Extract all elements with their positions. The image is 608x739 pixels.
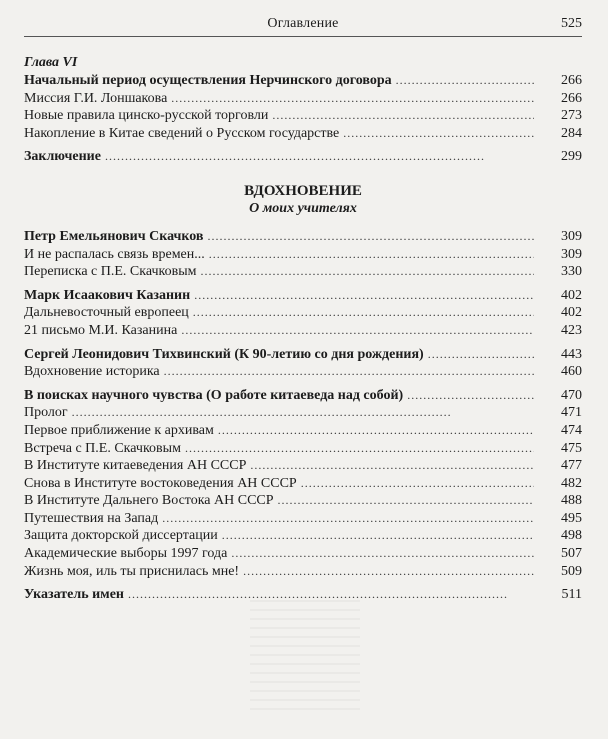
toc-leader-dots: [407, 387, 534, 405]
toc-entry-page: 309: [561, 246, 582, 262]
toc-leader-dots: [218, 422, 534, 440]
toc-entry[interactable]: [24, 545, 582, 563]
toc-leader-dots: [193, 304, 534, 322]
toc-entry[interactable]: [24, 404, 582, 422]
toc-entry[interactable]: [24, 322, 582, 340]
page-number: 525: [561, 16, 582, 31]
toc-entry-title: Накопление в Китае сведений о Русском государстве: [24, 125, 340, 141]
toc-entry[interactable]: [24, 475, 582, 493]
toc-entry-title: В Институте Дальнего Востока АН СССР: [24, 493, 274, 509]
toc-entry-title: Марк Исаакович Казанин: [24, 287, 191, 303]
toc-entry[interactable]: [24, 107, 582, 125]
toc-entry-page: 474: [561, 422, 582, 438]
toc-entry-chapter[interactable]: [24, 72, 582, 90]
toc-leader-dots: [272, 107, 534, 125]
toc-entry[interactable]: [24, 510, 582, 528]
toc-entry[interactable]: [24, 263, 582, 281]
toc-entry-page: 309: [561, 228, 582, 244]
toc-leader-dots: [201, 263, 534, 281]
toc-entry-title: В Институте китаеведения АН СССР: [24, 458, 247, 474]
toc-entry-page: 460: [561, 364, 582, 380]
toc-leader-dots: [231, 545, 534, 563]
toc-entry[interactable]: [24, 492, 582, 510]
toc-leader-dots: [343, 125, 534, 143]
running-header: [24, 14, 582, 37]
toc-entry-page: 266: [561, 73, 582, 88]
section-subheading: О моих учителях: [249, 200, 357, 216]
toc-entry-page: 475: [561, 440, 582, 456]
toc-entry-title: Новые правила цинско-русской торговли: [24, 108, 269, 124]
toc-entry-group[interactable]: [24, 287, 582, 305]
toc-leader-dots: [301, 475, 534, 493]
toc-entry[interactable]: [24, 125, 582, 143]
toc-entry-page: 511: [561, 587, 582, 603]
toc-entry-title: Дальневосточный европеец: [24, 305, 189, 321]
toc-entry-title: Петр Емельянович Скачков: [24, 228, 204, 244]
toc-leader-dots: [243, 563, 534, 581]
toc-entry-title: Встреча с П.Е. Скачковым: [24, 440, 181, 456]
toc-entry-title: Путешествия на Запад: [24, 510, 159, 526]
toc-entry[interactable]: [24, 422, 582, 440]
toc-entry[interactable]: [24, 363, 582, 381]
toc-entry-title: Миссия Г.И. Лоншакова: [24, 90, 168, 106]
toc-entry-group[interactable]: [24, 387, 582, 405]
toc-entry-page: 470: [561, 387, 582, 403]
toc-entry-page: 273: [561, 108, 582, 124]
toc-entry-title: И не распалась связь времен...: [24, 246, 205, 262]
toc-entry-page: 498: [561, 528, 582, 544]
toc-leader-dots: [185, 440, 534, 458]
toc-entry-title: Переписка с П.Е. Скачковым: [24, 264, 197, 280]
toc-leader-dots: [162, 510, 534, 528]
toc-entry-title: Первое приближение к архивам: [24, 422, 214, 438]
toc-entry-page: 299: [561, 149, 582, 165]
toc-leader-dots: [105, 148, 534, 166]
toc-entry-page: 507: [561, 546, 582, 562]
toc-entry-title: Вдохновение историка: [24, 364, 160, 380]
toc-entry-title: Снова в Институте востоковедения АН СССР: [24, 475, 297, 491]
toc-entry-page: 330: [561, 264, 582, 280]
toc-entry-title: Академические выборы 1997 года: [24, 546, 228, 562]
toc-entry[interactable]: [24, 246, 582, 264]
toc-entry-page: 402: [561, 305, 582, 321]
toc-leader-dots: [396, 72, 534, 90]
toc-entry-page: 471: [561, 405, 582, 421]
toc-entry-title: Начальный период осуществления Нерчинского договора: [24, 73, 392, 88]
toc-entry-title: Указатель имен: [24, 587, 124, 603]
toc-entry-title: Защита докторской диссертации: [24, 528, 218, 544]
toc-entry-page: 423: [561, 322, 582, 338]
toc-entry-page: 482: [561, 475, 582, 491]
table-of-contents: [24, 54, 582, 604]
chapter-label: Глава VI: [24, 55, 78, 70]
toc-entry[interactable]: [24, 457, 582, 475]
toc-entry-page: 495: [561, 510, 582, 526]
toc-leader-dots: [72, 404, 534, 422]
toc-entry-title: 21 письмо М.И. Казанина: [24, 322, 178, 338]
toc-leader-dots: [428, 346, 534, 364]
show-through-texture: [250, 600, 360, 710]
toc-entry[interactable]: [24, 304, 582, 322]
toc-entry[interactable]: [24, 527, 582, 545]
toc-entry-group[interactable]: [24, 346, 582, 364]
toc-entry-conclusion[interactable]: [24, 148, 582, 166]
toc-entry-page: 488: [561, 493, 582, 509]
toc-entry-page: 402: [561, 287, 582, 303]
toc-entry[interactable]: [24, 90, 582, 108]
toc-leader-dots: [208, 228, 535, 246]
toc-leader-dots: [209, 246, 534, 264]
toc-entry-page: 477: [561, 458, 582, 474]
toc-entry-page: 284: [561, 125, 582, 141]
toc-leader-dots: [250, 457, 534, 475]
toc-leader-dots: [222, 527, 534, 545]
toc-entry[interactable]: [24, 440, 582, 458]
toc-leader-dots: [164, 363, 534, 381]
toc-entry-page: 266: [561, 90, 582, 106]
toc-entry[interactable]: [24, 563, 582, 581]
toc-entry-page: 509: [561, 563, 582, 579]
toc-entry-title: Жизнь моя, иль ты приснилась мне!: [24, 563, 240, 579]
toc-entry-title: Заключение: [24, 149, 101, 165]
toc-leader-dots: [171, 90, 534, 108]
toc-leader-dots: [278, 492, 534, 510]
toc-leader-dots: [194, 287, 534, 305]
toc-entry-title: Сергей Леонидович Тихвинский (К 90-летию со дня рождения): [24, 346, 424, 362]
toc-leader-dots: [181, 322, 534, 340]
toc-entry-page: 443: [561, 346, 582, 362]
toc-entry-title: Пролог: [24, 405, 68, 421]
running-title: Оглавление: [267, 16, 339, 31]
toc-entry-group[interactable]: [24, 228, 582, 246]
toc-entry-title: В поисках научного чувства (О работе китаеведа над собой): [24, 387, 404, 403]
section-heading: ВДОХНОВЕНИЕ: [244, 182, 362, 199]
